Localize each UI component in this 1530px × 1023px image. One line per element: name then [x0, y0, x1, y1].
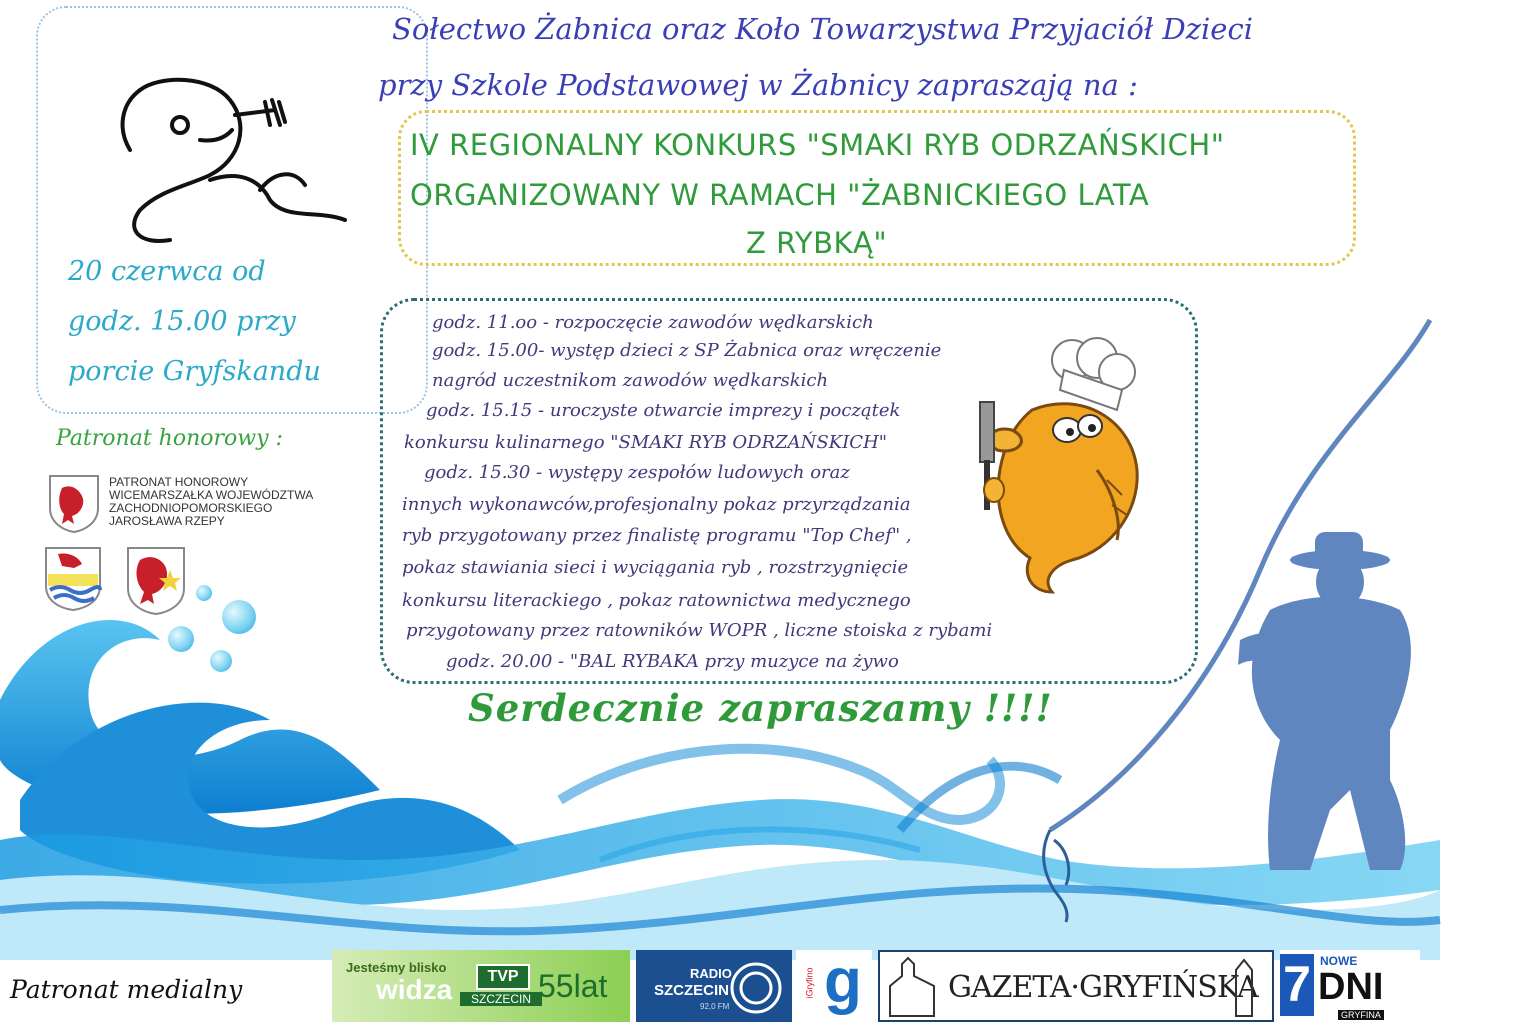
church-icon: [884, 956, 940, 1018]
program-line: innych wykonawców,profesjonalny pokaz przyrządzania: [402, 494, 911, 515]
patronage-detail-line: JAROSŁAWA RZEPY: [109, 514, 225, 528]
radio-szczecin-logo: [636, 950, 792, 1022]
date-line-2: godz. 15.00 przy: [68, 306, 296, 337]
title-line-2: ORGANIZOWANY W RAMACH "ŻABNICKIEGO LATA: [410, 178, 1150, 212]
gazeta-name: GAZETA·GRYFIŃSKA: [948, 970, 1258, 1005]
program-line: ryb przygotowany przez finalistę programu "Top Chef" ,: [402, 525, 912, 546]
patronage-detail-line: ZACHODNIOPOMORSKIEGO: [109, 501, 273, 515]
chef-fish-illustration: [972, 330, 1147, 600]
media-patronage-heading: Patronat medialny: [10, 975, 243, 1004]
bubble: [222, 600, 256, 634]
date-line-3: porcie Gryfskandu: [68, 356, 321, 387]
closing-invitation: Serdecznie zapraszamy !!!!: [468, 686, 1053, 730]
tvp-slogan-1: Jesteśmy blisko: [346, 960, 447, 975]
header-line-2: przy Szkole Podstawowej w Żabnicy zapraszają na :: [378, 68, 1138, 102]
tvp-years: 55lat: [538, 968, 608, 1004]
bubble: [168, 626, 194, 652]
title-line-1: IV REGIONALNY KONKURS "SMAKI RYB ODRZAŃSKICH": [410, 128, 1225, 162]
bubble: [210, 650, 232, 672]
tvp-badge: [476, 964, 530, 990]
program-line: godz. 15.30 - występy zespołów ludowych oraz: [424, 462, 850, 483]
patronage-detail-line: WICEMARSZAŁKA WOJEWÓDZTWA: [109, 488, 314, 502]
nowe-top: NOWE: [1320, 954, 1358, 968]
tower-icon: [1216, 956, 1272, 1018]
header-line-1: Sołectwo Żabnica oraz Koło Towarzystwa Przyjaciół Dzieci: [392, 12, 1253, 46]
program-line: godz. 20.00 - "BAL RYBAKA przy muzyce na żywo: [446, 651, 899, 672]
honorary-patronage-heading: Patronat honorowy :: [56, 426, 283, 451]
tvp-slogan-2: widza: [376, 974, 453, 1005]
radio-frequency: 92,0 FM: [700, 1002, 730, 1011]
igryfino-side-text: iGryfino: [804, 967, 815, 999]
program-line: konkursu literackiego , pokaz ratownictwa medycznego: [402, 590, 911, 611]
nowe-7-dni-logo: [1280, 950, 1420, 1022]
title-line-3: Z RYBKĄ": [746, 226, 888, 260]
program-line: przygotowany przez ratowników WOPR , liczne stoiska z rybami: [406, 620, 993, 641]
nowe-number: 7: [1280, 954, 1314, 1016]
radio-waves-icon: [726, 958, 786, 1018]
cartoon-fish-drawing: [100, 70, 360, 250]
tvp-brand: TVP: [487, 968, 519, 985]
gazeta-gryfinska-logo: [878, 950, 1274, 1022]
radio-line-1: RADIO: [690, 966, 732, 981]
radio-line-2: SZCZECIN: [654, 982, 729, 999]
coat-of-arms-voivodeship: [48, 474, 100, 534]
program-line: nagród uczestnikom zawodów wędkarskich: [432, 370, 829, 391]
tvp-szczecin-logo: [332, 950, 630, 1022]
patronage-detail-line: PATRONAT HONOROWY: [109, 475, 249, 489]
coat-of-arms-county: [44, 546, 102, 612]
program-line: pokaz stawiania sieci i wyciągania ryb , rozstrzygnięcie: [402, 557, 909, 578]
program-line: godz. 11.oo - rozpoczęcie zawodów wędkarskich: [432, 312, 874, 333]
nowe-bottom: GRYFINA: [1338, 1010, 1384, 1020]
tvp-city: SZCZECIN: [460, 992, 542, 1006]
program-line: godz. 15.15 - uroczyste otwarcie imprezy i początek: [426, 400, 901, 421]
coat-of-arms-gryfino: [126, 546, 186, 616]
bubble: [196, 585, 212, 601]
date-line-1: 20 czerwca od: [68, 256, 266, 287]
igryfino-letter: g: [824, 947, 862, 1016]
program-line: konkursu kulinarnego "SMAKI RYB ODRZAŃSKICH": [404, 432, 888, 453]
nowe-mid: DNI: [1318, 966, 1384, 1008]
honorary-patronage-detail: [109, 476, 313, 528]
igryfino-logo: [796, 947, 872, 1022]
program-line: godz. 15.00- występ dzieci z SP Żabnica oraz wręczenie: [432, 340, 942, 361]
